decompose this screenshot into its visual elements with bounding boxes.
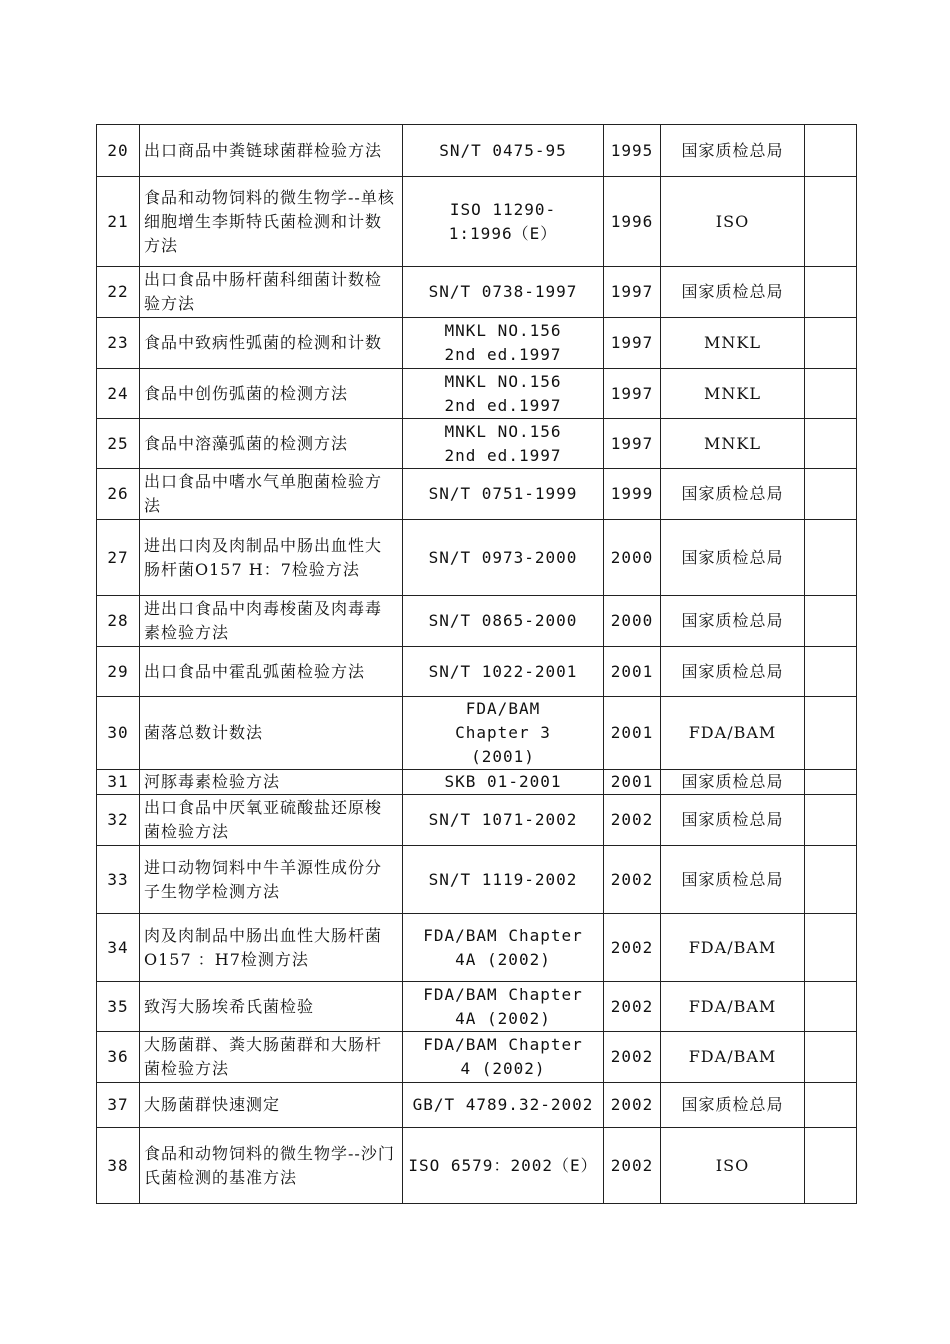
table-row bbox=[97, 1128, 857, 1204]
method-name: 食品中溶藻弧菌的检测方法 bbox=[140, 419, 403, 469]
standard-code: SN/T 0475-95 bbox=[403, 125, 604, 177]
issuer: 国家质检总局 bbox=[661, 1083, 805, 1128]
row-number: 34 bbox=[97, 914, 140, 982]
row-number: 31 bbox=[97, 770, 140, 795]
method-name: 出口食品中厌氧亚硫酸盐还原梭菌检验方法 bbox=[140, 795, 403, 846]
year: 2001 bbox=[604, 697, 661, 770]
year: 1995 bbox=[604, 125, 661, 177]
standard-code: SN/T 1119-2002 bbox=[403, 846, 604, 914]
standard-code: SN/T 0865-2000 bbox=[403, 596, 604, 647]
row-number: 20 bbox=[97, 125, 140, 177]
empty-cell bbox=[805, 1083, 857, 1128]
standard-code: SN/T 1071-2002 bbox=[403, 795, 604, 846]
year: 2002 bbox=[604, 982, 661, 1032]
issuer: 国家质检总局 bbox=[661, 795, 805, 846]
row-number: 26 bbox=[97, 469, 140, 520]
method-name: 进出口食品中肉毒梭菌及肉毒毒素检验方法 bbox=[140, 596, 403, 647]
table-row bbox=[97, 795, 857, 846]
row-number: 23 bbox=[97, 318, 140, 369]
standard-code: SN/T 0751-1999 bbox=[403, 469, 604, 520]
year: 2002 bbox=[604, 1032, 661, 1083]
standard-code: MNKL NO.156 2nd ed.1997 bbox=[403, 419, 604, 469]
table-row bbox=[97, 770, 857, 795]
table-row bbox=[97, 697, 857, 770]
row-number: 27 bbox=[97, 520, 140, 596]
method-name: 大肠菌群快速测定 bbox=[140, 1083, 403, 1128]
empty-cell bbox=[805, 267, 857, 318]
empty-cell bbox=[805, 846, 857, 914]
empty-cell bbox=[805, 318, 857, 369]
method-name: 致泻大肠埃希氏菌检验 bbox=[140, 982, 403, 1032]
row-number: 25 bbox=[97, 419, 140, 469]
row-number: 30 bbox=[97, 697, 140, 770]
table-row bbox=[97, 647, 857, 697]
table-row bbox=[97, 267, 857, 318]
table-row bbox=[97, 125, 857, 177]
issuer: 国家质检总局 bbox=[661, 596, 805, 647]
year: 2002 bbox=[604, 846, 661, 914]
empty-cell bbox=[805, 795, 857, 846]
empty-cell bbox=[805, 596, 857, 647]
empty-cell bbox=[805, 369, 857, 419]
table-body bbox=[97, 125, 857, 1204]
method-name: 大肠菌群、粪大肠菌群和大肠杆菌检验方法 bbox=[140, 1032, 403, 1083]
issuer: 国家质检总局 bbox=[661, 469, 805, 520]
row-number: 35 bbox=[97, 982, 140, 1032]
method-name: 进口动物饲料中牛羊源性成份分子生物学检测方法 bbox=[140, 846, 403, 914]
issuer: FDA/BAM bbox=[661, 1032, 805, 1083]
empty-cell bbox=[805, 770, 857, 795]
year: 2000 bbox=[604, 596, 661, 647]
method-name: 食品和动物饲料的微生物学--单核细胞增生李斯特氏菌检测和计数方法 bbox=[140, 177, 403, 267]
table-row bbox=[97, 982, 857, 1032]
method-name: 进出口肉及肉制品中肠出血性大肠杆菌O157 H：7检验方法 bbox=[140, 520, 403, 596]
row-number: 32 bbox=[97, 795, 140, 846]
empty-cell bbox=[805, 177, 857, 267]
row-number: 38 bbox=[97, 1128, 140, 1204]
method-name: 出口食品中嗜水气单胞菌检验方法 bbox=[140, 469, 403, 520]
empty-cell bbox=[805, 914, 857, 982]
year: 2001 bbox=[604, 770, 661, 795]
table-row bbox=[97, 177, 857, 267]
issuer: 国家质检总局 bbox=[661, 770, 805, 795]
method-name: 肉及肉制品中肠出血性大肠杆菌O157 ：H7检测方法 bbox=[140, 914, 403, 982]
table-row bbox=[97, 469, 857, 520]
issuer: 国家质检总局 bbox=[661, 125, 805, 177]
standard-code: SKB 01-2001 bbox=[403, 770, 604, 795]
table-row bbox=[97, 596, 857, 647]
empty-cell bbox=[805, 1128, 857, 1204]
year: 1999 bbox=[604, 469, 661, 520]
year: 1996 bbox=[604, 177, 661, 267]
standard-code: GB/T 4789.32-2002 bbox=[403, 1083, 604, 1128]
empty-cell bbox=[805, 125, 857, 177]
year: 1997 bbox=[604, 267, 661, 318]
table-row bbox=[97, 369, 857, 419]
year: 2002 bbox=[604, 1128, 661, 1204]
row-number: 33 bbox=[97, 846, 140, 914]
year: 1997 bbox=[604, 419, 661, 469]
year: 2002 bbox=[604, 914, 661, 982]
empty-cell bbox=[805, 520, 857, 596]
empty-cell bbox=[805, 982, 857, 1032]
method-name: 出口商品中粪链球菌群检验方法 bbox=[140, 125, 403, 177]
year: 1997 bbox=[604, 318, 661, 369]
row-number: 28 bbox=[97, 596, 140, 647]
standard-code: ISO 11290-1:1996（E） bbox=[403, 177, 604, 267]
standard-code: FDA/BAM Chapter 4A (2002) bbox=[403, 914, 604, 982]
issuer: MNKL bbox=[661, 369, 805, 419]
row-number: 36 bbox=[97, 1032, 140, 1083]
issuer: FDA/BAM bbox=[661, 914, 805, 982]
row-number: 37 bbox=[97, 1083, 140, 1128]
empty-cell bbox=[805, 647, 857, 697]
row-number: 21 bbox=[97, 177, 140, 267]
table-row bbox=[97, 318, 857, 369]
empty-cell bbox=[805, 469, 857, 520]
row-number: 29 bbox=[97, 647, 140, 697]
standard-code: FDA/BAM Chapter 3 (2001) bbox=[403, 697, 604, 770]
method-name: 食品中致病性弧菌的检测和计数 bbox=[140, 318, 403, 369]
issuer: MNKL bbox=[661, 318, 805, 369]
method-name: 出口食品中霍乱弧菌检验方法 bbox=[140, 647, 403, 697]
standard-code: SN/T 1022-2001 bbox=[403, 647, 604, 697]
issuer: FDA/BAM bbox=[661, 697, 805, 770]
row-number: 24 bbox=[97, 369, 140, 419]
year: 2002 bbox=[604, 795, 661, 846]
table-row bbox=[97, 419, 857, 469]
table-row bbox=[97, 1032, 857, 1083]
method-name: 出口食品中肠杆菌科细菌计数检验方法 bbox=[140, 267, 403, 318]
issuer: 国家质检总局 bbox=[661, 520, 805, 596]
method-name: 菌落总数计数法 bbox=[140, 697, 403, 770]
method-name: 食品中创伤弧菌的检测方法 bbox=[140, 369, 403, 419]
row-number: 22 bbox=[97, 267, 140, 318]
method-name: 食品和动物饲料的微生物学--沙门氏菌检测的基准方法 bbox=[140, 1128, 403, 1204]
year: 2002 bbox=[604, 1083, 661, 1128]
issuer: 国家质检总局 bbox=[661, 647, 805, 697]
issuer: 国家质检总局 bbox=[661, 267, 805, 318]
standard-code: FDA/BAM Chapter 4A (2002) bbox=[403, 982, 604, 1032]
issuer: MNKL bbox=[661, 419, 805, 469]
standard-code: FDA/BAM Chapter 4 (2002) bbox=[403, 1032, 604, 1083]
empty-cell bbox=[805, 697, 857, 770]
year: 1997 bbox=[604, 369, 661, 419]
table-row bbox=[97, 914, 857, 982]
standard-code: SN/T 0973-2000 bbox=[403, 520, 604, 596]
year: 2000 bbox=[604, 520, 661, 596]
table-row bbox=[97, 846, 857, 914]
issuer: 国家质检总局 bbox=[661, 846, 805, 914]
standards-table bbox=[96, 124, 857, 1204]
method-name: 河豚毒素检验方法 bbox=[140, 770, 403, 795]
table-row bbox=[97, 520, 857, 596]
issuer: ISO bbox=[661, 1128, 805, 1204]
standard-code: MNKL NO.156 2nd ed.1997 bbox=[403, 369, 604, 419]
standard-code: MNKL NO.156 2nd ed.1997 bbox=[403, 318, 604, 369]
table-row bbox=[97, 1083, 857, 1128]
empty-cell bbox=[805, 419, 857, 469]
empty-cell bbox=[805, 1032, 857, 1083]
issuer: FDA/BAM bbox=[661, 982, 805, 1032]
standard-code: ISO 6579：2002（E） bbox=[403, 1128, 604, 1204]
standard-code: SN/T 0738-1997 bbox=[403, 267, 604, 318]
issuer: ISO bbox=[661, 177, 805, 267]
year: 2001 bbox=[604, 647, 661, 697]
